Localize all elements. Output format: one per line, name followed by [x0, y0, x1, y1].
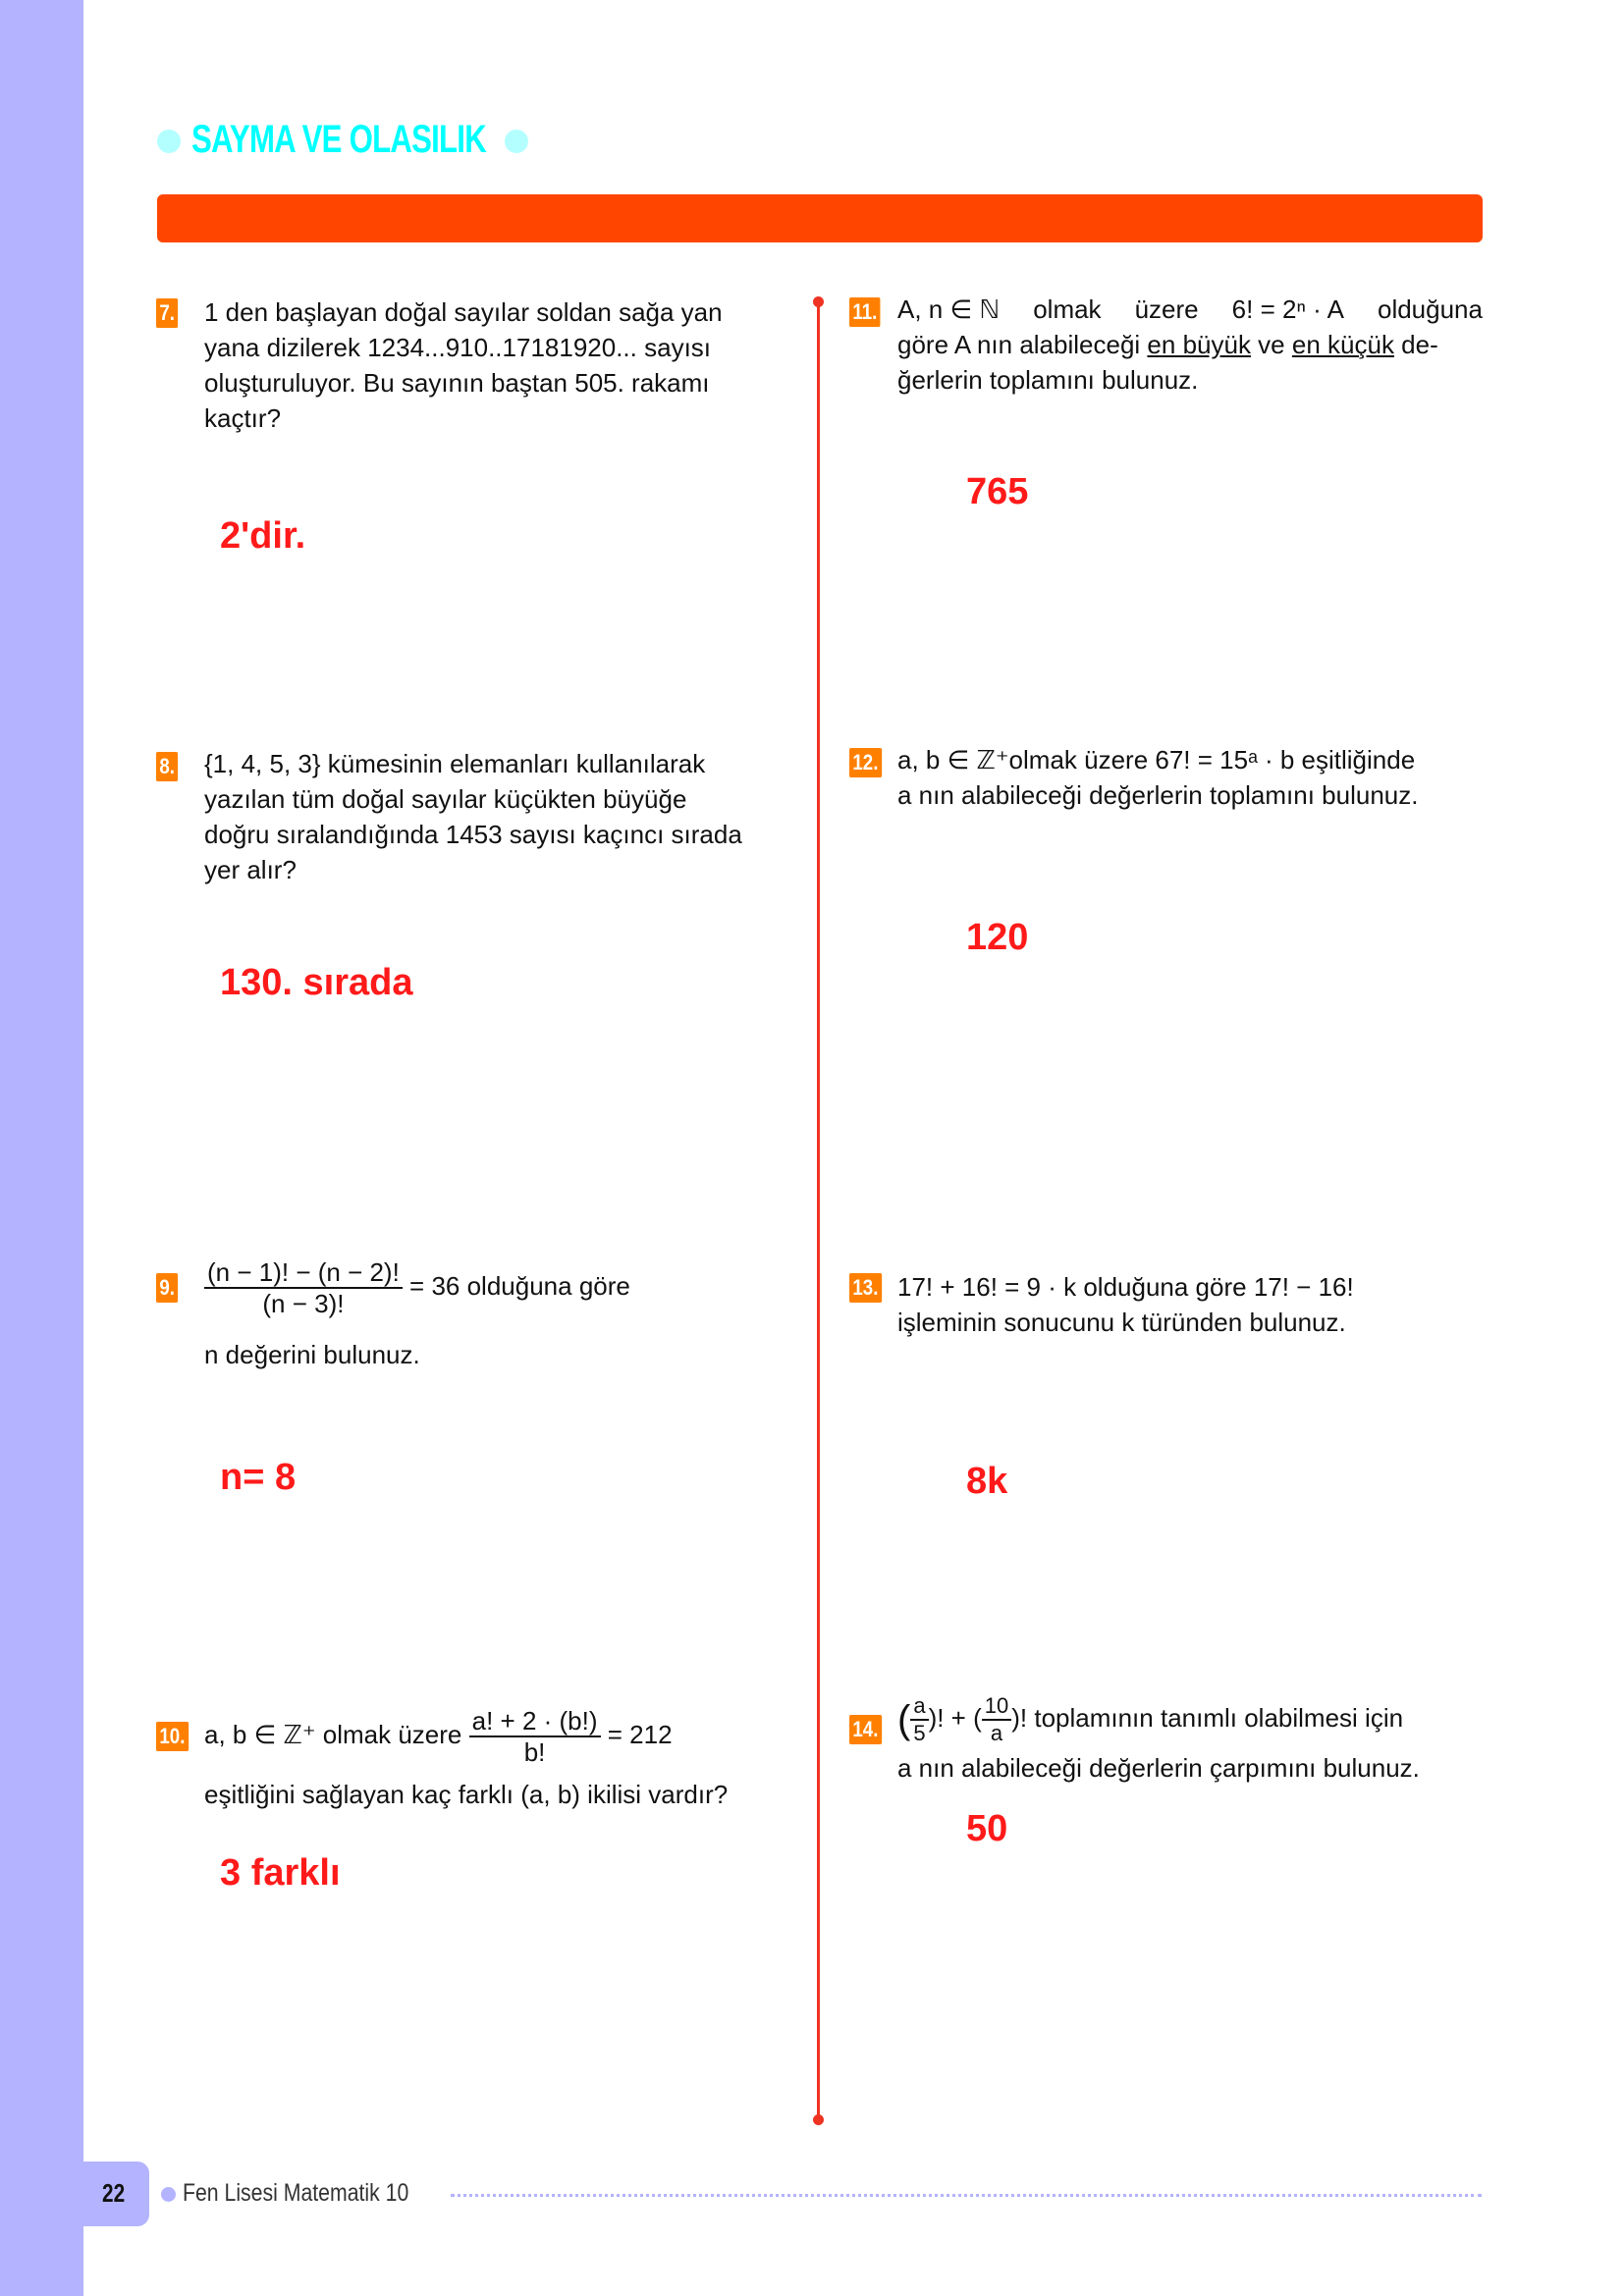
question-text-part: = 36 olduğuna göre [409, 1270, 630, 1301]
column-divider [817, 302, 820, 2120]
question-text: eşitliğini sağlayan kaç farklı (a, b) ikilisi vardır? [204, 1780, 729, 1809]
question-formula: ( $\frac{a}{5}$ )! + ( $\frac{10}{a}$ )! toplamının tanımlı olabilmesi için [897, 1693, 1404, 1745]
question-text: 17! + 16! = 9 · k olduğuna göre 17! − 16! [897, 1272, 1354, 1302]
question-text-part: = 212 [607, 1719, 673, 1749]
numerator: a [910, 1693, 928, 1721]
footer-dotted-line [451, 2194, 1482, 2197]
question-number: 12. [849, 748, 882, 777]
answer-11: 765 [966, 471, 1029, 512]
page-number: 22 [102, 2178, 126, 2208]
footer-bullet-icon [161, 2187, 176, 2202]
question-text-part: üzere [1134, 294, 1199, 324]
page-side-band [0, 0, 83, 2296]
denominator: b! [523, 1737, 546, 1767]
answer-10: 3 farklı [220, 1852, 341, 1894]
answer-7: 2'dir. [220, 515, 306, 557]
answer-8: 130. sırada [220, 962, 413, 1003]
question-number: 10. [156, 1722, 189, 1751]
question-text: yazılan tüm doğal sayılar küçükten büyüğe [204, 784, 687, 814]
chapter-title: SAYMA VE OLASILIK [191, 118, 486, 161]
question-text [204, 746, 705, 781]
question-text: kaçtır? [204, 403, 282, 433]
question-text: yer alır? [204, 855, 297, 884]
book-title: Fen Lisesi Matematik 10 [183, 2179, 409, 2207]
numerator: a! + 2 · (b!) [469, 1706, 601, 1737]
question-text-part: A, n ∈ ℕ [897, 294, 1001, 324]
divider-dot-icon [813, 2114, 824, 2125]
answer-9: n= 8 [220, 1457, 297, 1498]
question-text: ğerlerin toplamını bulunuz. [897, 365, 1199, 395]
question-number: 11. [849, 297, 881, 327]
question-number: 8. [156, 752, 178, 781]
answer-12: 120 [966, 917, 1029, 958]
divider-dot-icon [813, 296, 824, 307]
question-text: doğru sıralandığında 1453 sayısı kaçıncı sırada [204, 820, 742, 849]
denominator: a [990, 1721, 1003, 1745]
question-text: a nın alabileceği değerlerin toplamını bulunuz. [897, 780, 1419, 810]
question-text: oluşturuluyor. Bu sayının baştan 505. rakamı [204, 368, 710, 398]
underlined-text: en büyük [1147, 330, 1251, 359]
question-text-part: olmak [1033, 294, 1102, 324]
question-text: işleminin sonucunu k türünden bulunuz. [897, 1308, 1346, 1337]
set-expression: {1, 4, 5, 3} [204, 749, 321, 778]
question-text-part: göre A nın alabileceği [897, 330, 1148, 359]
question-formula [204, 1706, 673, 1767]
question-text-part: kümesinin elemanları kullanılarak [327, 749, 706, 778]
question-formula [204, 1257, 630, 1318]
underlined-text: en küçük [1291, 330, 1394, 359]
question-text [897, 327, 1438, 362]
denominator: 5 [913, 1721, 926, 1745]
question-text-part: )! toplamının tanımlı olabilmesi için [1011, 1702, 1404, 1733]
question-text: n değerini bulunuz. [204, 1340, 420, 1369]
answer-14: 50 [966, 1808, 1008, 1849]
question-text: 1 den başlayan doğal sayılar soldan sağa yan [204, 297, 723, 327]
question-text-part: ve [1250, 330, 1292, 359]
title-bullet-icon [157, 130, 181, 153]
question-text: a nın alabileceği değerlerin çarpımını bulunuz. [897, 1753, 1420, 1783]
question-text-part: )! + ( [928, 1702, 982, 1733]
title-bullet-icon [505, 130, 528, 153]
fraction [910, 1693, 928, 1746]
denominator: (n − 3)! [262, 1289, 345, 1318]
question-text-part: 6! = 2ⁿ · A [1231, 294, 1344, 324]
fraction [204, 1257, 403, 1318]
question-text: a, b ∈ ℤ⁺olmak üzere 67! = 15ᵃ · b eşitliğinde [897, 745, 1416, 774]
question-number: 14. [849, 1715, 882, 1744]
question-number: 9. [156, 1273, 178, 1303]
question-text [897, 292, 1483, 327]
question-text-part: olduğuna [1377, 294, 1483, 324]
question-text-part: de- [1393, 330, 1438, 359]
answer-13: 8k [966, 1461, 1008, 1502]
header-bar [157, 194, 1483, 242]
fraction [469, 1706, 601, 1767]
fraction [982, 1693, 1011, 1746]
numerator: 10 [982, 1693, 1011, 1721]
numerator: (n − 1)! − (n − 2)! [204, 1257, 403, 1289]
question-text: yana dizilerek 1234...910..17181920... sayısı [204, 333, 712, 362]
question-text-part: a, b ∈ ℤ⁺ olmak üzere [204, 1719, 462, 1749]
question-number: 13. [849, 1273, 882, 1303]
question-number: 7. [156, 298, 178, 328]
